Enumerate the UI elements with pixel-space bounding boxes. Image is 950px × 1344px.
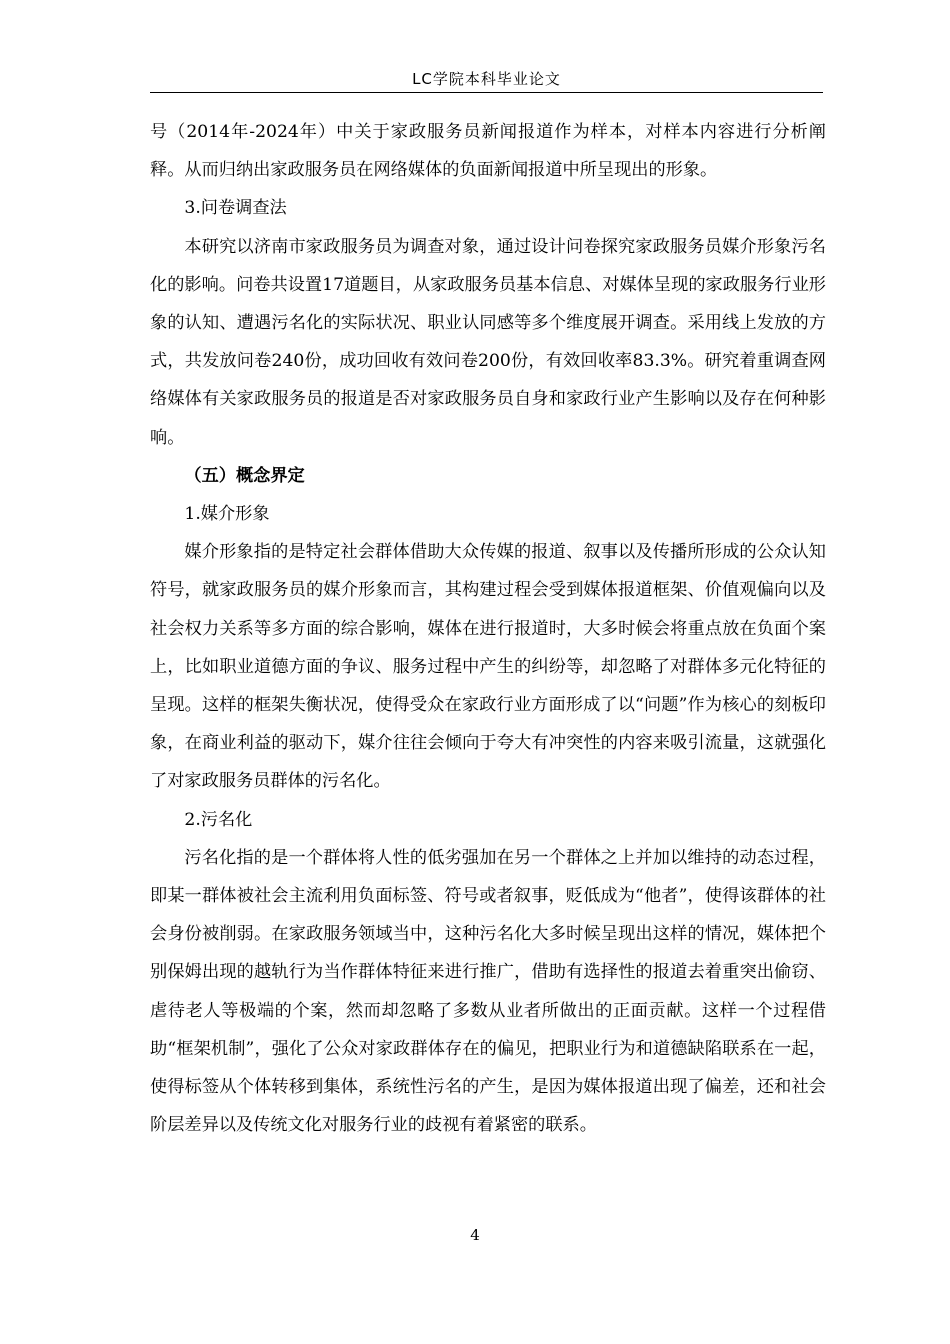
- page-header: [150, 62, 823, 93]
- section-heading-concepts: （五）概念界定: [184, 465, 305, 486]
- page-number: 4: [470, 1226, 480, 1244]
- paragraph-stigmatization: 污名化指的是一个群体将人性的低劣强加在另一个群体之上并加以维持的动态过程，即某一群体被社会主流利用负面标签、符号或者叙事，贬低成为“他者”，使得该群体的社会身份被削弱。在家政服务领域当中，这种污名化大多时候呈现出这样的情况，媒体把个别保姆出现的越轨行为当作群体特征来进行推广，借助有选择性的报道去着重突出偷窃、虐待老人等极端的个案，然而却忽略了多数从业者所做出的正面贡献。这样一个过程借助“框架机制”，强化了公众对家政群体存在的偏见，把职业行为和道德缺陷联系在一起，使得标签从个体转移到集体，系统性污名的产生，是因为媒体报道出现了偏差，还和社会阶层差异以及传统文化对服务行业的歧视有着紧密的联系。: [150, 847, 826, 1136]
- paragraph-sample-description: 号（2014年-2024年）中关于家政服务员新闻报道作为样本，对样本内容进行分析阐释。从而归纳出家政服务员在网络媒体的负面新闻报道中所呈现出的形象。: [150, 122, 826, 181]
- subheading-media-image: 1.媒介形象: [184, 504, 270, 525]
- paragraph-questionnaire: 本研究以济南市家政服务员为调查对象，通过设计问卷探究家政服务员媒介形象污名化的影响。问卷共设置17道题目，从家政服务员基本信息、对媒体呈现的家政服务行业形象的认知、遭遇污名化的实际状况、职业认同感等多个维度展开调查。采用线上发放的方式，共发放问卷240份，成功回收有效问卷200份，有效回收率83.3%。研究着重调查网络媒体有关家政服务员的报道是否对家政服务员自身和家政行业产生影响以及存在何种影响。: [150, 236, 826, 448]
- paragraph-media-image: 媒介形象指的是特定社会群体借助大众传媒的报道、叙事以及传播所形成的公众认知符号，就家政服务员的媒介形象而言，其构建过程会受到媒体报道框架、价值观偏向以及社会权力关系等多方面的综合影响，媒体在进行报道时，大多时候会将重点放在负面个案上，比如职业道德方面的争议、服务过程中产生的纠纷等，却忽略了对群体多元化特征的呈现。这样的框架失衡状况，使得受众在家政行业方面形成了以“问题”作为核心的刻板印象，在商业利益的驱动下，媒介往往会倾向于夸大有冲突性的内容来吸引流量，这就强化了对家政服务员群体的污名化。: [150, 542, 826, 792]
- subheading-stigmatization: 2.污名化: [184, 809, 253, 830]
- document-body: [150, 113, 826, 1144]
- header-title: LC学院本科毕业论文: [412, 70, 561, 88]
- subheading-questionnaire-method: 3.问卷调查法: [184, 198, 287, 219]
